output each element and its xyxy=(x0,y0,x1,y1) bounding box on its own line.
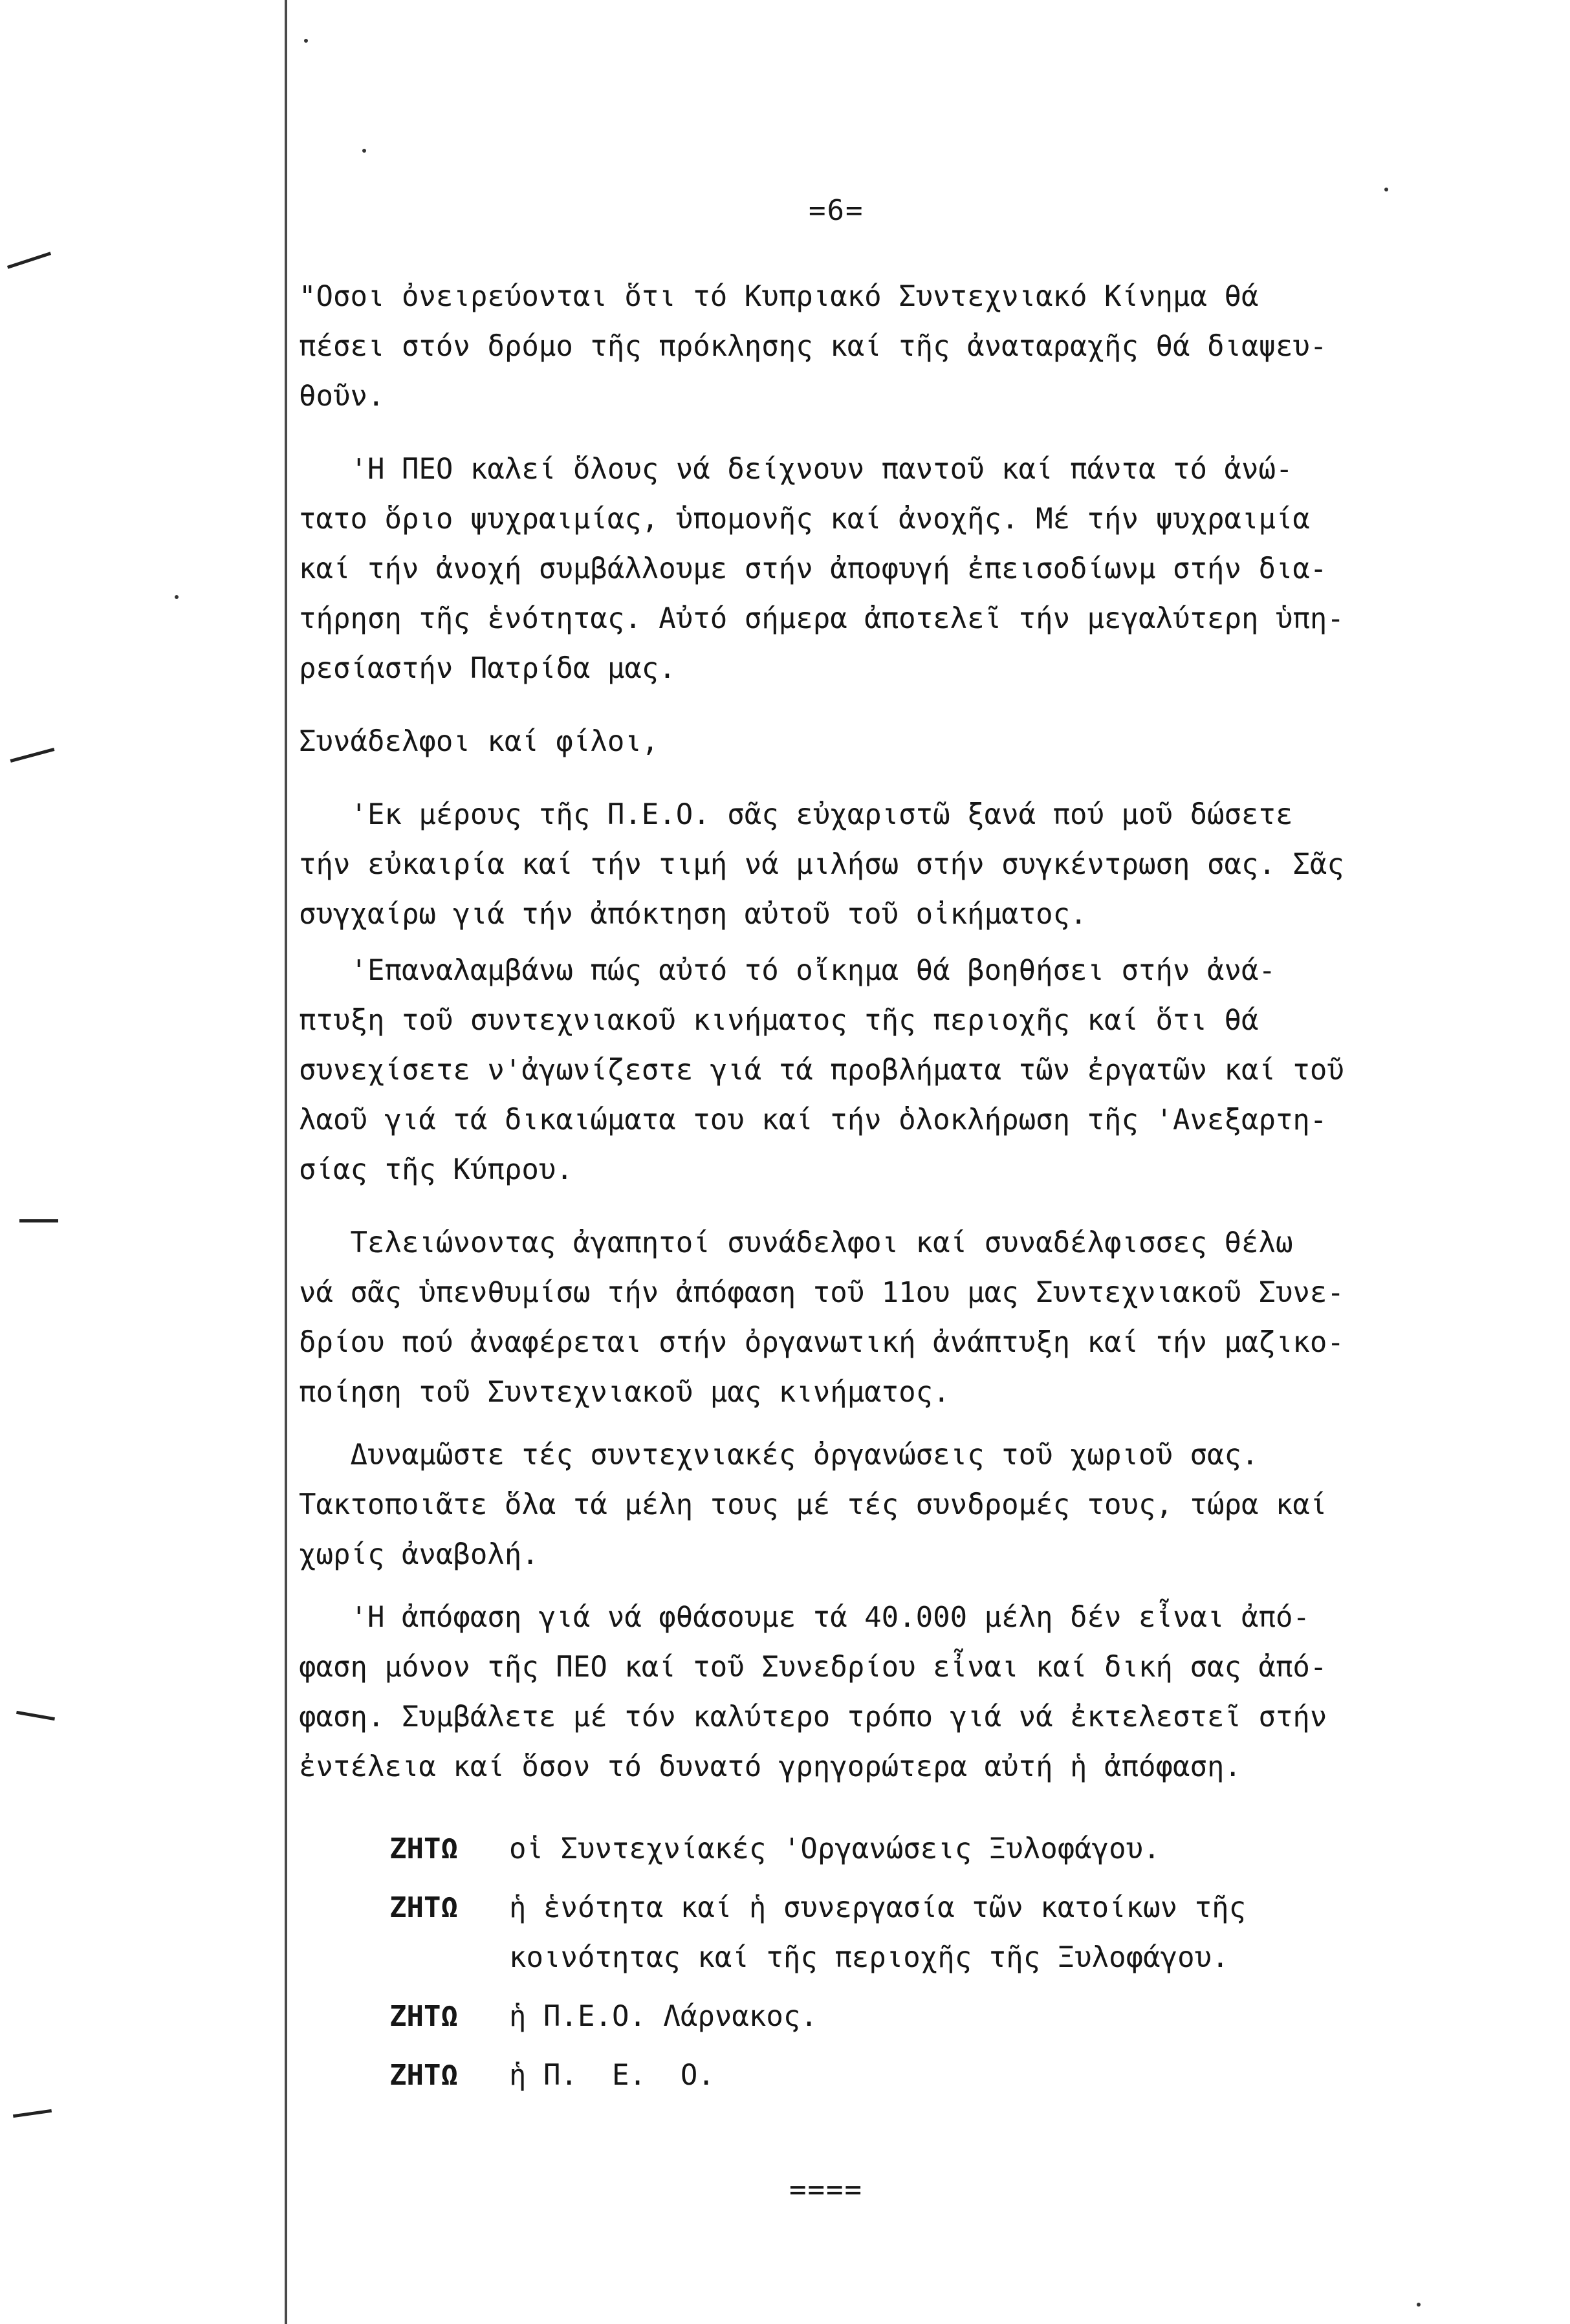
document-body xyxy=(299,272,1528,2100)
text-line: 'Η ἀπόφαση γιά νά φθάσουμε τά 40.000 μέλη δέν εἶναι ἀπό- xyxy=(299,1601,1310,1634)
margin-mark xyxy=(7,252,51,268)
speck xyxy=(175,595,179,599)
speck xyxy=(304,39,308,43)
speck xyxy=(1417,2303,1421,2307)
paragraph-5 xyxy=(299,1218,1528,1417)
text-line: νά σᾶς ὑπενθυμίσω τήν ἀπόφαση τοῦ 11ου μας Συντεχνιακοῦ Συνε- xyxy=(299,1276,1344,1309)
text-line: δρίου πού ἀναφέρεται στήν ὀργανωτική ἀνάπτυξη καί τήν μαζικο- xyxy=(299,1326,1344,1359)
salutation xyxy=(299,717,1528,766)
text-line: συγχαίρω γιά τήν ἀπόκτηση αὐτοῦ τοῦ οἰκήματος. xyxy=(299,898,1087,931)
text-line: φαση μόνον τῆς ΠΕΟ καί τοῦ Συνεδρίου εἶναι καί δική σας ἀπό- xyxy=(299,1651,1327,1684)
text-line: 'Εκ μέρους τῆς Π.Ε.Ο. σᾶς εὐχαριστῶ ξανά πού μοῦ δώσετε xyxy=(299,798,1293,831)
text-line: σίας τῆς Κύπρου. xyxy=(299,1153,573,1186)
slogan-text: ἡ Π.Ε.Ο. Λάρνακος. xyxy=(509,2000,818,2033)
text-line: καί τήν ἀνοχή συμβάλλουμε στήν ἀποφυγή ἐπεισοδίωνμ στήν δια- xyxy=(299,552,1327,585)
text-line: ἐντέλεια καί ὅσον τό δυνατό γρηγορώτερα αὐτή ἡ ἀπόφαση. xyxy=(299,1750,1241,1783)
margin-mark xyxy=(16,1711,55,1721)
text-line: 'Η ΠΕΟ καλεί ὅλους νά δείχνουν παντοῦ καί πάντα τό ἀνώ- xyxy=(299,453,1293,486)
text-line: "Οσοι ὀνειρεύονται ὅτι τό Κυπριακό Συντεχνιακό Κίνημα θά xyxy=(299,280,1259,313)
text-line: Τακτοποιᾶτε ὅλα τά μέλη τους μέ τές συνδρομές τους, τώρα καί xyxy=(299,1488,1327,1521)
text-line: πτυξη τοῦ συντεχνιακοῦ κινήματος τῆς περιοχῆς καί ὅτι θά xyxy=(299,1004,1259,1037)
end-mark: ==== xyxy=(789,2173,863,2206)
page-number: =6= xyxy=(809,194,864,227)
text-line: κοινότητας καί τῆς περιοχῆς τῆς Ξυλοφάγου. xyxy=(509,1941,1229,1974)
text-line: λαοῦ γιά τά δικαιώματα του καί τήν ὁλοκλήρωση τῆς 'Ανεξαρτη- xyxy=(299,1103,1327,1136)
text-line: ρεσίαστήν Πατρίδα μας. xyxy=(299,652,676,685)
text-line: Δυναμῶστε τές συντεχνιακές ὀργανώσεις τοῦ χωριοῦ σας. xyxy=(299,1439,1259,1472)
slogan-label: ΖΗΤΩ xyxy=(389,2000,458,2033)
text-line: τήρηση τῆς ἑνότητας. Αὐτό σήμερα ἀποτελεῖ τήν μεγαλύτερη ὑπη- xyxy=(299,602,1344,635)
text-line: τήν εὐκαιρία καί τήν τιμή νά μιλήσω στήν συγκέντρωση σας. Σᾶς xyxy=(299,848,1344,881)
text-line: τατο ὅριο ψυχραιμίας, ὑπομονῆς καί ἀνοχῆς. Μέ τήν ψυχραιμία xyxy=(299,503,1310,536)
text-line: πέσει στόν δρόμο τῆς πρόκλησης καί τῆς ἀναταραχῆς θά διαψευ- xyxy=(299,330,1327,363)
slogan-label: ΖΗΤΩ xyxy=(389,2059,458,2092)
slogan-label: ΖΗΤΩ xyxy=(389,1832,458,1865)
slogan-label: ΖΗΤΩ xyxy=(389,1891,458,1924)
speck xyxy=(362,149,366,153)
slogan-4 xyxy=(299,2050,1528,2100)
speck xyxy=(1384,188,1388,191)
paragraph-2 xyxy=(299,444,1528,693)
margin-mark xyxy=(10,748,55,763)
slogan-text: οἱ Συντεχνίακές 'Οργανώσεις Ξυλοφάγου. xyxy=(509,1832,1161,1865)
slogan-2 xyxy=(299,1883,1528,1982)
slogan-text xyxy=(509,1883,1246,1982)
text-line: χωρίς ἀναβολή. xyxy=(299,1538,539,1571)
binding-margin-line xyxy=(285,0,287,2324)
text-line: φαση. Συμβάλετε μέ τόν καλύτερο τρόπο γιά νά ἐκτελεστεῖ στήν xyxy=(299,1700,1327,1733)
text-line: Τελειώνοντας ἀγαπητοί συνάδελφοι καί συναδέλφισσες θέλω xyxy=(299,1226,1293,1259)
paragraph-6 xyxy=(299,1430,1528,1580)
margin-mark xyxy=(19,1219,58,1222)
paragraph-7 xyxy=(299,1592,1528,1792)
text-line: ἡ ἑνότητα καί ἡ συνεργασία τῶν κατοίκων τῆς xyxy=(509,1891,1247,1924)
text-line: θοῦν. xyxy=(299,380,385,413)
paragraph-3 xyxy=(299,790,1528,939)
slogan-1 xyxy=(299,1824,1528,1874)
slogan-3 xyxy=(299,1992,1528,2041)
text-line: συνεχίσετε ν'ἀγωνίζεστε γιά τά προβλήματα τῶν ἐργατῶν καί τοῦ xyxy=(299,1054,1344,1087)
paragraph-1 xyxy=(299,272,1528,421)
text-line: ποίηση τοῦ Συντεχνιακοῦ μας κινήματος. xyxy=(299,1376,950,1409)
paragraph-4 xyxy=(299,946,1528,1195)
text-line: Συνάδελφοι καί φίλοι, xyxy=(299,725,659,758)
text-line: 'Επαναλαμβάνω πώς αὐτό τό οἴκημα θά βοηθήσει στήν ἀνά- xyxy=(299,954,1276,987)
slogan-text: ἡ Π. Ε. Ο. xyxy=(509,2059,715,2092)
margin-mark xyxy=(13,2109,52,2118)
